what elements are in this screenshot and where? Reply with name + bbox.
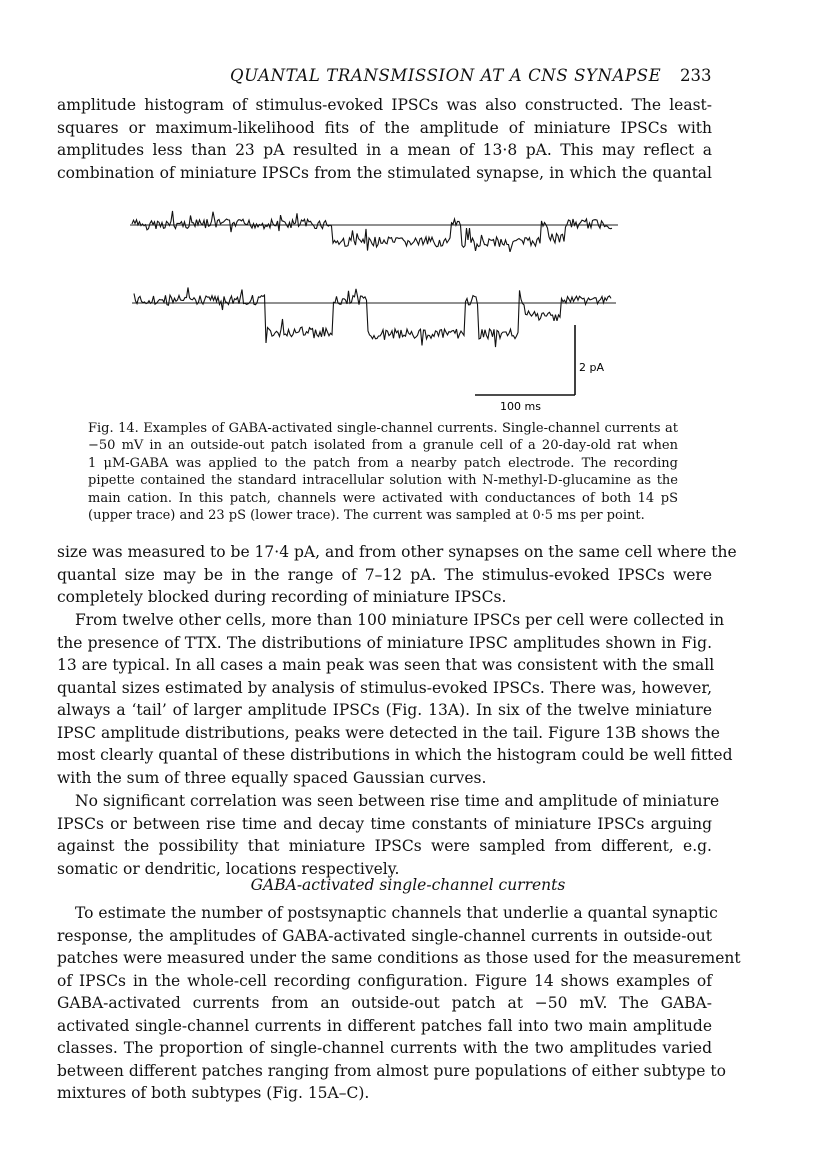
caption-line: −50 mV in an outside-out patch isolated from a granule cell of a 20-day-old rat when — [88, 438, 678, 454]
figure-caption — [88, 420, 678, 524]
text-line: IPSC amplitude distributions, peaks were detected in the tail. Figure 13B shows the — [57, 723, 720, 742]
paragraph-3 — [57, 609, 733, 789]
text-line: always a ‘tail’ of larger amplitude IPSCs (Fig. 13A). In six of the twelve miniature — [57, 701, 712, 719]
text-line: completely blocked during recording of miniature IPSCs. — [57, 588, 507, 606]
paragraph-4 — [57, 790, 720, 880]
single-channel-traces — [120, 200, 640, 415]
text-line: size was measured to be 17·4 pA, and from other synapses on the same cell where the — [57, 543, 737, 561]
text-line: against the possibility that miniature IPSCs were sampled from different, e.g. — [57, 837, 712, 855]
text-line: with the sum of three equally spaced Gaussian curves. — [57, 768, 487, 787]
text-line: classes. The proportion of single-channel currents with the two amplitudes varied — [57, 1039, 712, 1057]
text-line: somatic or dendritic, locations respectively. — [57, 859, 400, 878]
caption-line: (upper trace) and 23 pS (lower trace). The current was sampled at 0·5 ms per point. — [88, 508, 645, 524]
caption-line: Fig. 14. Examples of GABA-activated single-channel currents. Single-channel currents at — [88, 421, 678, 436]
upper-trace — [132, 211, 612, 252]
text-line: 13 are typical. In all cases a main peak was seen that was consistent with the small — [57, 656, 715, 674]
current-scale-label: 2 pA — [579, 361, 605, 374]
text-line: GABA-activated currents from an outside-out patch at −50 mV. The GABA- — [57, 994, 712, 1012]
text-line: From twelve other cells, more than 100 miniature IPSCs per cell were collected in — [75, 611, 725, 629]
paragraph-5 — [57, 902, 741, 1105]
paragraph-2 — [57, 541, 737, 609]
caption-line: main cation. In this patch, channels were activated with conductances of both 14 pS — [88, 490, 678, 506]
text-line: quantal sizes estimated by analysis of stimulus-evoked IPSCs. There was, however, — [57, 678, 712, 697]
page-number: 233 — [680, 66, 712, 85]
section-heading: GABA-activated single-channel currents — [250, 876, 566, 894]
time-scale-label: 100 ms — [500, 400, 541, 413]
lower-trace — [134, 287, 611, 347]
text-line: amplitudes less than 23 pA resulted in a mean of 13·8 pA. This may reflect a — [57, 141, 712, 159]
text-line: of IPSCs in the whole-cell recording configuration. Figure 14 shows examples of — [57, 971, 712, 990]
text-line: the presence of TTX. The distributions of miniature IPSC amplitudes shown in Fig. — [57, 633, 712, 652]
text-line: quantal size may be in the range of 7–12 pA. The stimulus-evoked IPSCs were — [57, 565, 712, 584]
caption-line: 1 μM-GABA was applied to the patch from a nearby patch electrode. The recording — [88, 455, 678, 471]
text-line: IPSCs or between rise time and decay time constants of miniature IPSCs arguing — [57, 814, 712, 833]
text-line: amplitude histogram of stimulus-evoked IPSCs was also constructed. The least- — [57, 96, 712, 114]
text-line: combination of miniature IPSCs from the stimulated synapse, in which the quantal — [57, 163, 712, 182]
text-line: No significant correlation was seen between rise time and amplitude of miniature — [75, 792, 720, 810]
running-head-title: QUANTAL TRANSMISSION AT A CNS SYNAPSE — [230, 66, 662, 85]
text-line: To estimate the number of postsynaptic channels that underlie a quantal synaptic — [75, 904, 718, 922]
text-line: between different patches ranging from almost pure populations of either subtype to — [57, 1061, 726, 1080]
text-line: activated single-channel currents in different patches fall into two main amplitude — [57, 1016, 712, 1035]
running-head — [0, 66, 816, 88]
text-line: patches were measured under the same conditions as those used for the measurement — [57, 949, 741, 967]
text-line: most clearly quantal of these distributions in which the histogram could be well fitted — [57, 746, 733, 764]
text-line: response, the amplitudes of GABA-activated single-channel currents in outside-out — [57, 926, 712, 945]
text-line: mixtures of both subtypes (Fig. 15A–C). — [57, 1084, 370, 1102]
text-line: squares or maximum-likelihood fits of the amplitude of miniature IPSCs with — [57, 118, 712, 137]
caption-line: pipette contained the standard intracellular solution with N-methyl-D-glucamine as the — [88, 473, 678, 489]
paragraph-1 — [57, 94, 712, 184]
figure-14 — [120, 200, 640, 415]
